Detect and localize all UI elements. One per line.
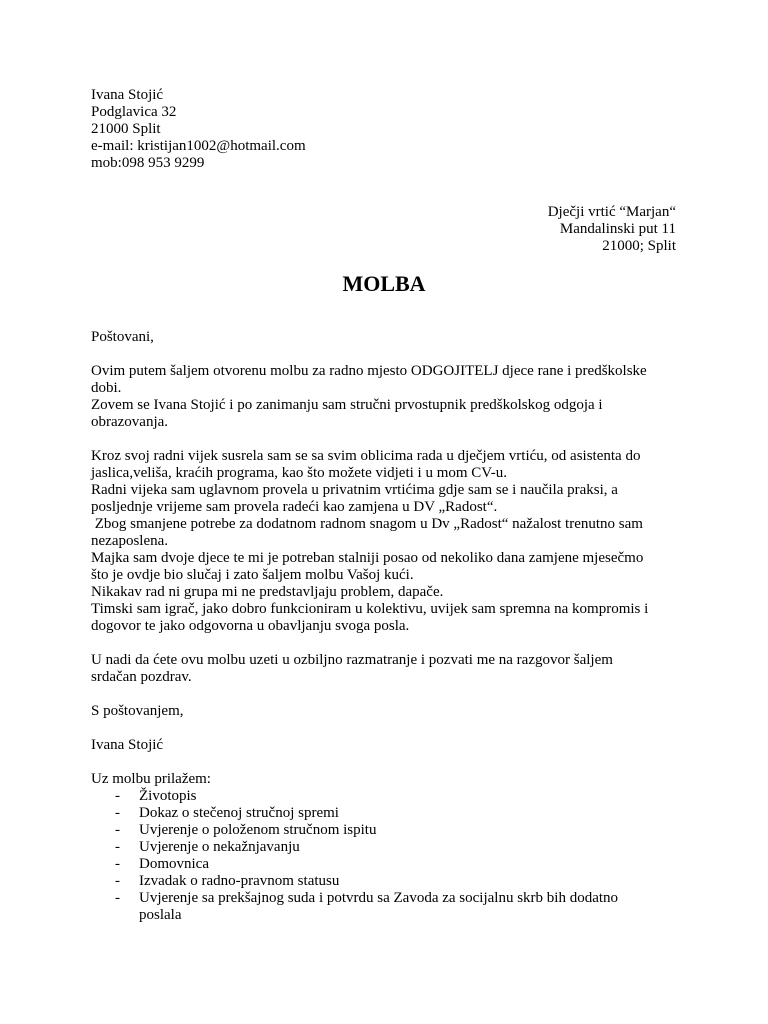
greeting: Poštovani, <box>91 329 154 345</box>
paragraph-line: dogovor te jako odgovorna u obavljanju svoga posla. <box>91 618 410 634</box>
paragraph-spacer <box>91 635 677 652</box>
sender-email: e-mail: kristijan1002@hotmail.com <box>91 138 306 154</box>
paragraph-spacer <box>91 431 677 448</box>
paragraph-line: Ovim putem šaljem otvorenu molbu za radno mjesto ODGOJITELJ djece rane i predškolske <box>91 363 647 379</box>
paragraph-intro <box>91 363 677 431</box>
sender-street: Podglavica 32 <box>91 104 177 120</box>
letter-body <box>91 329 677 924</box>
paragraph-line: Radni vijeka sam uglavnom provela u privatnim vrtićima gdje sam se i naučila praksi, a <box>91 482 618 498</box>
paragraph-line: dobi. <box>91 380 122 396</box>
paragraph-experience <box>91 448 677 635</box>
paragraph-spacer <box>91 686 677 703</box>
signature-name: Ivana Stojić <box>91 737 164 753</box>
list-item-text: Domovnica <box>139 856 209 872</box>
list-item-text: Uvjerenje sa prekšajnog suda i potvrdu sa Zavoda za socijalnu skrb bih dodatno <box>139 890 619 906</box>
paragraph-line: Timski sam igrač, jako dobro funkcioniram u kolektivu, uvijek sam spremna na kompromis i <box>91 601 649 617</box>
paragraph-line: jaslica,veliša, kraćih programa, kao što možete vidjeti i u mom CV-u. <box>91 465 508 481</box>
recipient-address-block <box>376 204 676 255</box>
sender-address-block <box>91 87 491 172</box>
recipient-city: 21000; Split <box>602 238 676 254</box>
list-item <box>91 839 677 856</box>
paragraph-line: srdačan pozdrav. <box>91 669 192 685</box>
list-item-text: Dokaz o stečenoj stručnoj spremi <box>139 805 339 821</box>
paragraph-line: što je ovdje bio slučaj i zato šaljem molbu Vašoj kući. <box>91 567 414 583</box>
paragraph-line: U nadi da ćete ovu molbu uzeti u ozbiljno razmatranje i pozvati me na razgovor šaljem <box>91 652 613 668</box>
sender-name: Ivana Stojić <box>91 87 164 103</box>
closing-salutation: S poštovanjem, <box>91 703 184 719</box>
list-bullet: - <box>115 873 120 889</box>
list-bullet: - <box>115 805 120 821</box>
list-item <box>91 788 677 805</box>
recipient-street: Mandalinski put 11 <box>559 221 676 237</box>
paragraph-spacer <box>91 346 677 363</box>
list-item <box>91 873 677 890</box>
paragraph-spacer <box>91 754 677 771</box>
document-title: MOLBA <box>342 271 426 296</box>
attachments-list <box>91 788 677 924</box>
list-item-text: Uvjerenje o položenom stručnom ispitu <box>139 822 377 838</box>
list-bullet: - <box>115 822 120 838</box>
list-item <box>91 822 677 839</box>
list-item <box>91 890 677 924</box>
list-item <box>91 805 677 822</box>
sender-phone: mob:098 953 9299 <box>91 155 205 171</box>
sender-city: 21000 Split <box>91 121 161 137</box>
recipient-name: Dječji vrtić “Marjan“ <box>547 204 676 220</box>
paragraph-spacer <box>91 720 677 737</box>
list-item-text: Životopis <box>139 788 197 804</box>
list-item-text: Izvadak o radno-pravnom statusu <box>139 873 340 889</box>
list-item-text: Uvjerenje o nekažnjavanju <box>139 839 300 855</box>
paragraph-line: obrazovanja. <box>91 414 169 430</box>
list-bullet: - <box>115 890 120 906</box>
attachments-intro: Uz molbu prilažem: <box>91 771 211 787</box>
paragraph-line: Zovem se Ivana Stojić i po zanimanju sam stručni prvostupnik predškolskog odgoja i <box>91 397 603 413</box>
paragraph-line: posljednje vrijeme sam provela radeći kao zamjena u DV „Radost“. <box>91 499 498 515</box>
list-bullet: - <box>115 839 120 855</box>
paragraph-closing-request <box>91 652 677 686</box>
list-bullet: - <box>115 788 120 804</box>
paragraph-line: Nikakav rad ni grupa mi ne predstavljaju problem, dapače. <box>91 584 444 600</box>
paragraph-line: Kroz svoj radni vijek susrela sam se sa svim oblicima rada u dječjem vrtiću, od asistenta do <box>91 448 641 464</box>
list-item-text-continuation: poslala <box>139 907 182 923</box>
paragraph-line: Zbog smanjene potrebe za dodatnom radnom snagom u Dv „Radost“ nažalost trenutno sam <box>91 516 643 532</box>
list-item <box>91 856 677 873</box>
paragraph-line: Majka sam dvoje djece te mi je potreban stalniji posao od nekoliko dana zamjene mjesečmo <box>91 550 644 566</box>
paragraph-line: nezaposlena. <box>91 533 169 549</box>
list-bullet: - <box>115 856 120 872</box>
